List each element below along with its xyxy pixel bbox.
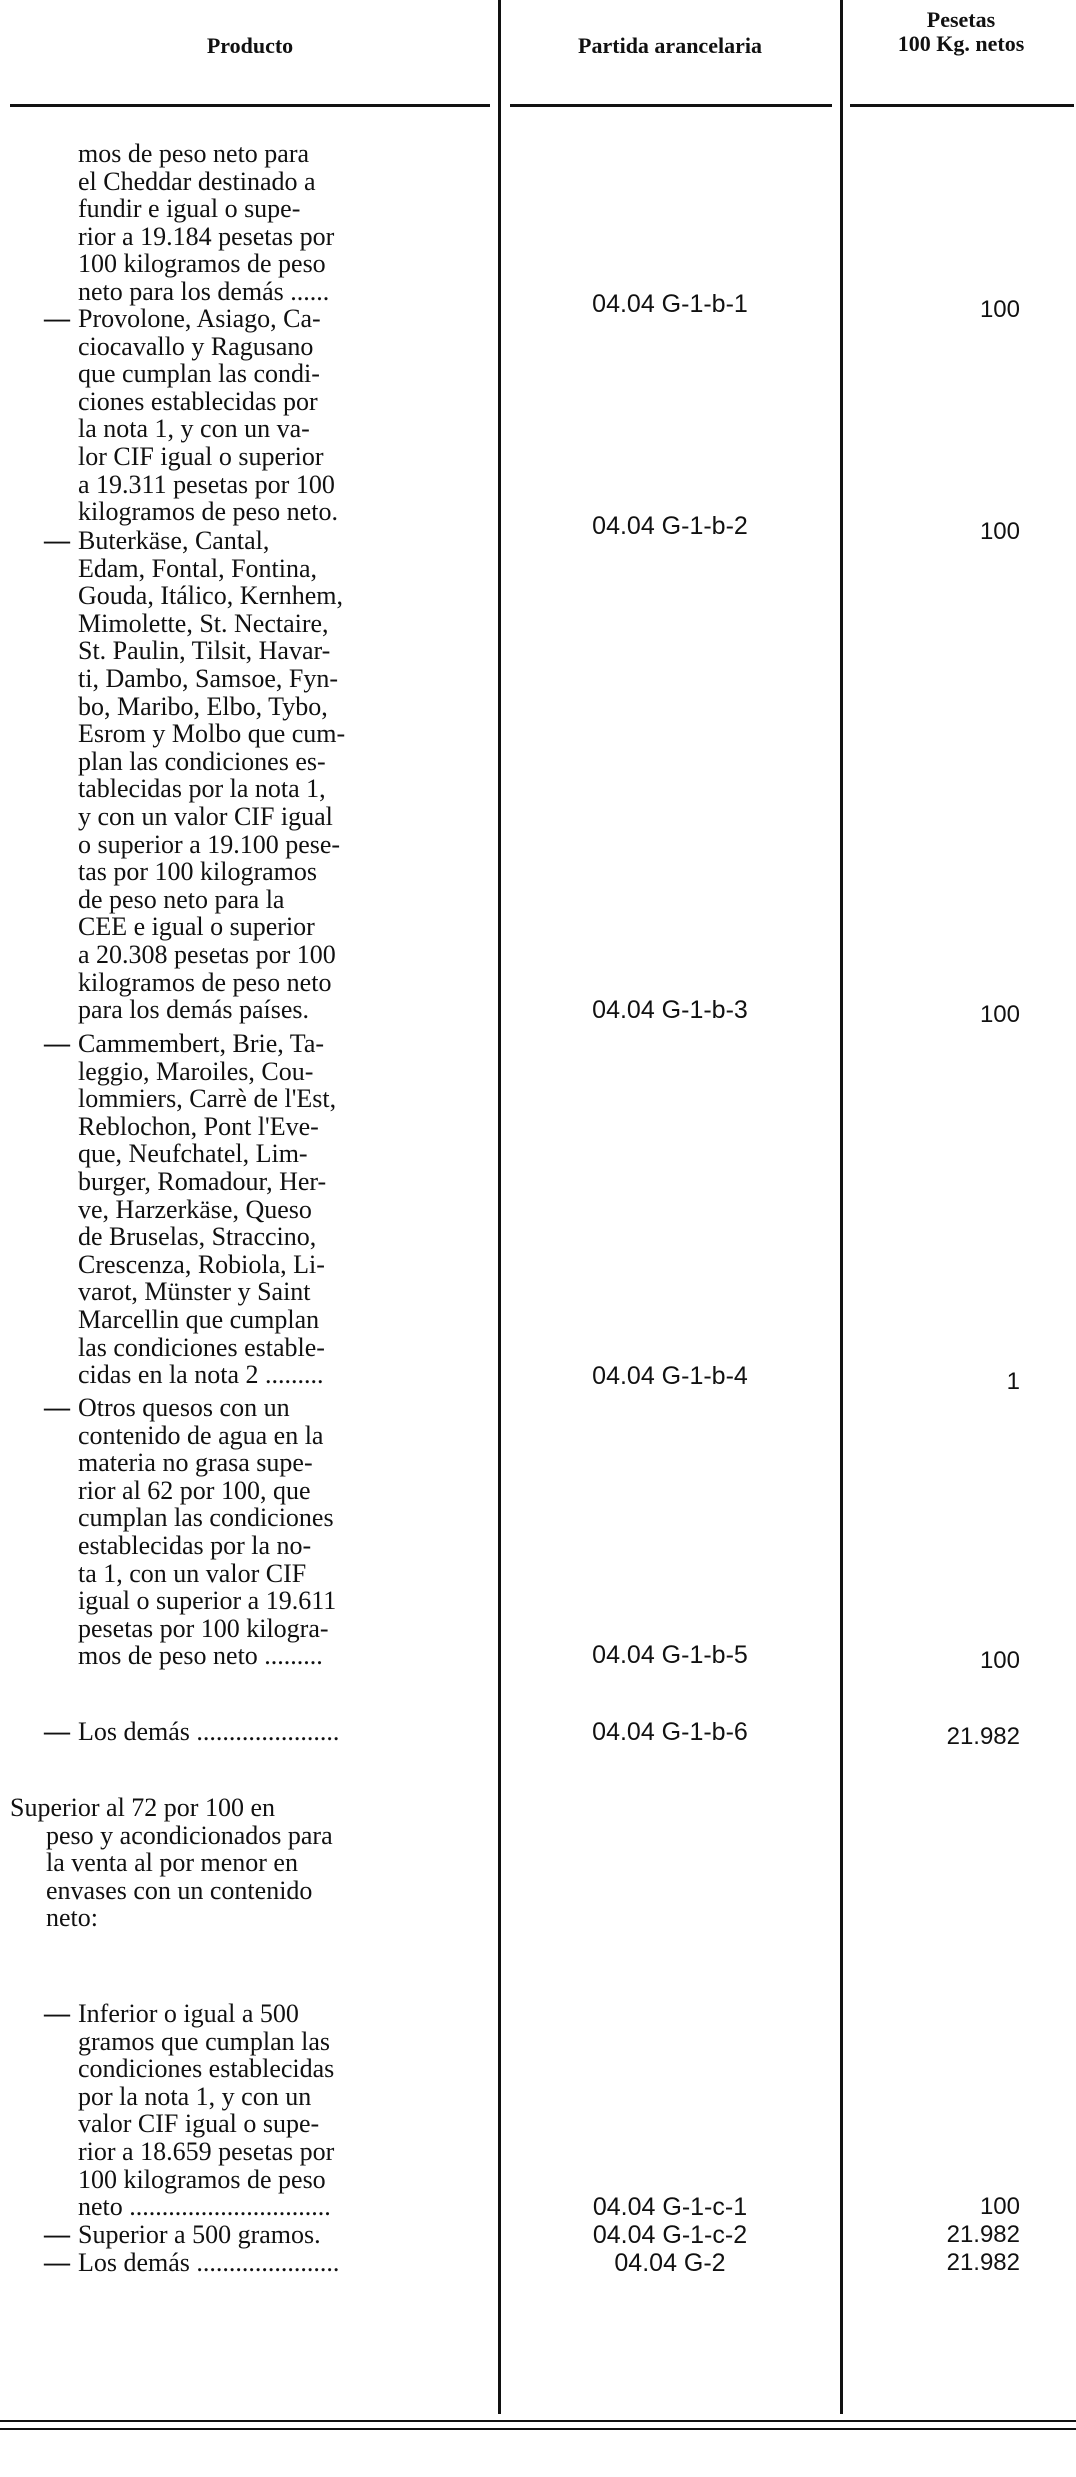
dash-marker: — xyxy=(44,1393,70,1422)
bottom-rule-1 xyxy=(0,2420,1076,2422)
pesetas-value: 21.982 xyxy=(946,2249,1020,2276)
pesetas-value: 100 xyxy=(979,1647,1020,1674)
partida-row: 04.04 G-1-b-5 xyxy=(592,1641,748,1669)
partida-row: 04.04 G-1-b-1 xyxy=(592,290,748,318)
product-block-provolone: — Provolone, Asiago, Ca- ciocavallo y Ragusano que cumplan las condi- ciones establecidas por la nota 1, y con un va- lor CIF igual o superior a 19.311 pesetas por 100 kilogramos de peso neto. xyxy=(44,304,338,527)
dash-marker: — xyxy=(44,526,70,555)
partida-row: 04.04 G-2 xyxy=(614,2249,726,2277)
pesetas-value: 1 xyxy=(1006,1368,1020,1395)
pesetas-value: 100 xyxy=(979,1001,1020,1028)
partida-row: 04.04 G-1-b-3 xyxy=(592,996,748,1024)
product-block-los-demas-1: — Los demás ...................... xyxy=(44,1717,340,1746)
partida-row: 04.04 G-1-c-2 xyxy=(592,2221,748,2249)
header-rule-partida xyxy=(510,104,832,107)
bottom-rule-2 xyxy=(0,2428,1076,2430)
product-block-superior-500: — Superior a 500 gramos. xyxy=(44,2220,321,2249)
partida-row: 04.04 G-1-b-4 xyxy=(592,1362,748,1390)
header-pesetas-line2: 100 Kg. netos xyxy=(897,31,1025,56)
header-rule-pesetas xyxy=(850,104,1074,107)
header-pesetas-line1: Pesetas xyxy=(926,7,996,32)
header-rule-producto xyxy=(10,104,490,107)
partida-row: 04.04 G-1-b-6 xyxy=(592,1718,748,1746)
product-block-cammembert: — Cammembert, Brie, Ta- leggio, Maroiles, Cou- lommiers, Carrè de l'Est, Reblochon, Pont l'Eve- que, Neufchatel, Lim- burger, Romadour, Her- ve, Harzerkäse, Queso de Bruselas, Straccino, Crescenza, Robiola, Li- varot, Münster y Saint Marcellin que cumplan las condiciones estable- cidas en la nota 2 ......... xyxy=(44,1029,337,1390)
pesetas-value: 100 xyxy=(979,518,1020,545)
dash-marker: — xyxy=(44,1999,70,2028)
product-block-otros-quesos: — Otros quesos con un contenido de agua en la materia no grasa supe- rior al 62 por 100, que cumplan las condiciones establecidas por la no- ta 1, con un valor CIF igual o superior a 19.611 pesetas por 100 kilogra- mos de peso neto ......... xyxy=(44,1393,337,1671)
product-block-inferior-500: — Inferior o igual a 500 gramos que cumplan las condiciones establecidas por la nota 1, y con un valor CIF igual o supe- rior a 18.659 pesetas por 100 kilogramos de peso neto ............................... xyxy=(44,1999,335,2222)
column-divider-2 xyxy=(840,0,843,2414)
product-block-superior-72: Superior al 72 por 100 en peso y acondicionados para la venta al por menor en envases con un contenido neto: xyxy=(10,1793,333,1933)
pesetas-value: 21.982 xyxy=(946,2221,1020,2248)
dash-marker: — xyxy=(44,304,70,333)
product-block-cheddar-cont: mos de peso neto para el Cheddar destinado a fundir e igual o supe- rior a 19.184 pesetas por 100 kilogramos de peso neto para los demás ...... xyxy=(78,139,335,306)
dash-marker: — xyxy=(44,2220,70,2249)
dash-marker: — xyxy=(44,1717,70,1746)
partida-row: 04.04 G-1-b-2 xyxy=(592,512,748,540)
pesetas-value: 21.982 xyxy=(946,1723,1020,1750)
partida-row: 04.04 G-1-c-1 xyxy=(592,2193,748,2221)
pesetas-value: 100 xyxy=(979,296,1020,323)
header-pesetas xyxy=(848,8,1074,56)
pesetas-value: 100 xyxy=(979,2193,1020,2220)
header-producto: Producto xyxy=(206,33,294,58)
dash-marker: — xyxy=(44,1029,70,1058)
product-block-buterkase: — Buterkäse, Cantal, Edam, Fontal, Fontina, Gouda, Itálico, Kernhem, Mimolette, St. Nectaire, St. Paulin, Tilsit, Havar- ti, Dambo, Samsoe, Fyn- bo, Maribo, Elbo, Tybo, Esrom y Molbo que cum- plan las condiciones es- tablecidas por la nota 1, y con un valor CIF igual o superior a 19.100 pese- tas por 100 kilogramos de peso neto para la CEE e igual o superior a 20.308 pesetas por 100 kilogramos de peso neto para los demás países. xyxy=(44,526,346,1025)
column-divider-1 xyxy=(498,0,501,2414)
header-partida: Partida arancelaria xyxy=(578,33,762,58)
product-block-los-demas-2: — Los demás ...................... xyxy=(44,2248,340,2277)
dash-marker: — xyxy=(44,2248,70,2277)
